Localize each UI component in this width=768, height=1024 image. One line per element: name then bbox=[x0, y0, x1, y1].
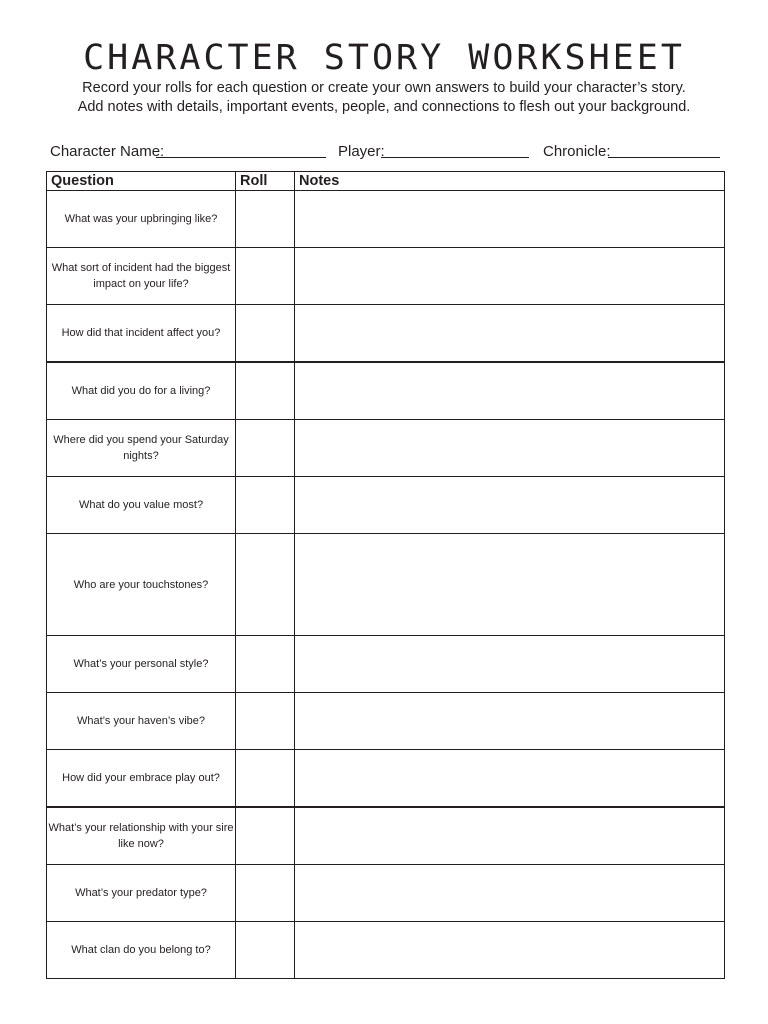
question-cell: What was your upbringing like? bbox=[47, 191, 236, 248]
page-title: CHARACTER STORY WORKSHEET bbox=[83, 38, 685, 78]
question-cell: What’s your predator type? bbox=[47, 865, 236, 922]
table-row bbox=[47, 191, 725, 248]
header-fields bbox=[50, 143, 722, 163]
table-header-row bbox=[47, 172, 725, 191]
table-row bbox=[47, 305, 725, 363]
roll-cell[interactable] bbox=[236, 362, 295, 420]
question-cell: What’s your haven’s vibe? bbox=[47, 693, 236, 750]
player-label: Player: bbox=[338, 143, 385, 160]
question-cell: What’s your personal style? bbox=[47, 636, 236, 693]
roll-cell[interactable] bbox=[236, 750, 295, 808]
question-cell: What’s your relationship with your sire like now? bbox=[47, 807, 236, 865]
table-row bbox=[47, 693, 725, 750]
roll-cell[interactable] bbox=[236, 865, 295, 922]
roll-cell[interactable] bbox=[236, 807, 295, 865]
table-row bbox=[47, 248, 725, 305]
roll-cell[interactable] bbox=[236, 477, 295, 534]
notes-cell[interactable] bbox=[295, 477, 725, 534]
notes-cell[interactable] bbox=[295, 922, 725, 979]
player-field[interactable] bbox=[381, 157, 529, 158]
table-row bbox=[47, 362, 725, 420]
roll-cell[interactable] bbox=[236, 420, 295, 477]
notes-cell[interactable] bbox=[295, 362, 725, 420]
question-cell: What did you do for a living? bbox=[47, 362, 236, 420]
roll-cell[interactable] bbox=[236, 693, 295, 750]
story-worksheet-table bbox=[46, 171, 725, 979]
table-row bbox=[47, 477, 725, 534]
notes-cell[interactable] bbox=[295, 305, 725, 363]
notes-column-header: Notes bbox=[295, 172, 725, 191]
table-row bbox=[47, 865, 725, 922]
roll-cell[interactable] bbox=[236, 922, 295, 979]
roll-cell[interactable] bbox=[236, 191, 295, 248]
question-cell: Where did you spend your Saturday nights? bbox=[47, 420, 236, 477]
table-row bbox=[47, 636, 725, 693]
table-row bbox=[47, 420, 725, 477]
question-column-header: Question bbox=[47, 172, 236, 191]
roll-cell[interactable] bbox=[236, 636, 295, 693]
roll-column-header: Roll bbox=[236, 172, 295, 191]
notes-cell[interactable] bbox=[295, 750, 725, 808]
notes-cell[interactable] bbox=[295, 807, 725, 865]
roll-cell[interactable] bbox=[236, 534, 295, 636]
notes-cell[interactable] bbox=[295, 248, 725, 305]
roll-cell[interactable] bbox=[236, 248, 295, 305]
question-cell: What do you value most? bbox=[47, 477, 236, 534]
chronicle-field[interactable] bbox=[608, 157, 720, 158]
question-cell: Who are your touchstones? bbox=[47, 534, 236, 636]
table-row bbox=[47, 922, 725, 979]
instructions-line-1: Record your rolls for each question or create your own answers to build your character’s story. bbox=[82, 80, 686, 96]
character-name-label: Character Name: bbox=[50, 143, 165, 160]
question-cell: What sort of incident had the biggest impact on your life? bbox=[47, 248, 236, 305]
table-row bbox=[47, 534, 725, 636]
chronicle-label: Chronicle: bbox=[543, 143, 611, 160]
notes-cell[interactable] bbox=[295, 420, 725, 477]
table-row bbox=[47, 807, 725, 865]
notes-cell[interactable] bbox=[295, 865, 725, 922]
question-cell: How did that incident affect you? bbox=[47, 305, 236, 363]
question-cell: What clan do you belong to? bbox=[47, 922, 236, 979]
instructions-line-2: Add notes with details, important events, people, and connections to flesh out your background. bbox=[77, 99, 691, 115]
notes-cell[interactable] bbox=[295, 636, 725, 693]
roll-cell[interactable] bbox=[236, 305, 295, 363]
table-row bbox=[47, 750, 725, 808]
character-name-field[interactable] bbox=[156, 157, 326, 158]
question-cell: How did your embrace play out? bbox=[47, 750, 236, 808]
notes-cell[interactable] bbox=[295, 693, 725, 750]
notes-cell[interactable] bbox=[295, 191, 725, 248]
notes-cell[interactable] bbox=[295, 534, 725, 636]
